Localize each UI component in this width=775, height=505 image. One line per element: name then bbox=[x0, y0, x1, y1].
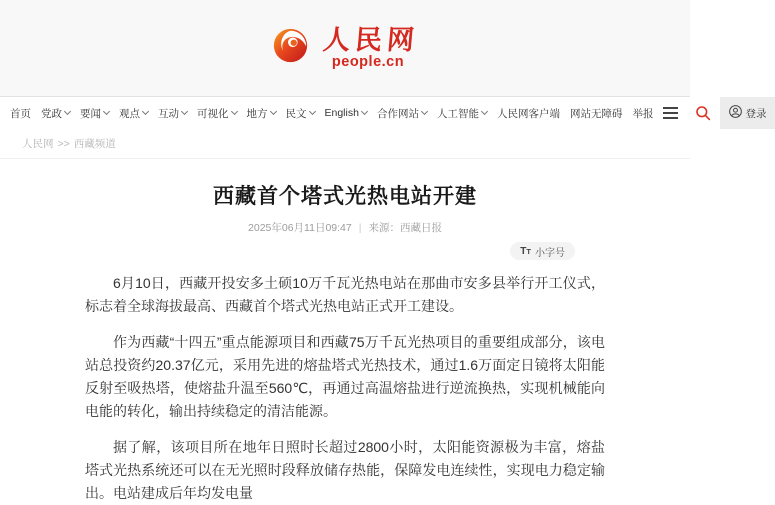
logo-en: people.cn bbox=[331, 53, 405, 70]
nav-item-label: 人工智能 bbox=[436, 107, 479, 120]
chevron-down-icon bbox=[142, 108, 149, 115]
font-size-icon: T T bbox=[520, 245, 531, 257]
nav-item-0[interactable] bbox=[8, 106, 33, 121]
search-icon[interactable] bbox=[695, 105, 711, 121]
site-header bbox=[0, 0, 690, 97]
nav-item-5[interactable] bbox=[195, 106, 239, 121]
nav-item-label: 要闻 bbox=[80, 107, 101, 120]
nav-item-label: 合作网站 bbox=[376, 107, 419, 120]
nav-item-label: 网站无障碍 bbox=[569, 107, 623, 120]
user-icon bbox=[729, 105, 742, 121]
nav-item-7[interactable] bbox=[284, 106, 317, 121]
logo-cn: 人民网 bbox=[321, 24, 420, 55]
source-link[interactable]: 西藏日报 bbox=[399, 222, 442, 235]
article bbox=[85, 183, 605, 505]
article-body bbox=[85, 272, 605, 505]
chevron-down-icon bbox=[421, 108, 428, 115]
breadcrumb-root[interactable]: 人民网 bbox=[22, 138, 54, 150]
article-meta bbox=[85, 220, 605, 235]
nav-item-3[interactable] bbox=[117, 106, 150, 121]
chevron-down-icon bbox=[308, 108, 315, 115]
site-logo[interactable] bbox=[272, 24, 420, 70]
login-label: 登录 bbox=[745, 107, 767, 120]
article-paragraph: 作为西藏“十四五”重点能源项目和西藏75万千瓦光热项目的重要组成部分，该电站总投资约20.37亿元，采用先进的熔盐塔式光热技术，通过1.6万面定日镜将太阳能反射至吸热塔，使熔盐升温至560℃，再通过高温熔盐进行逆流换热，实现机械能向电能的转化，输出持续稳定的清洁能源。 bbox=[85, 334, 605, 420]
nav-item-label: English bbox=[324, 107, 359, 119]
nav-item-10[interactable] bbox=[435, 106, 489, 121]
nav-item-13[interactable] bbox=[630, 106, 655, 121]
login-button[interactable] bbox=[720, 97, 775, 129]
nav-item-11[interactable] bbox=[495, 106, 562, 121]
font-size-label: 小字号 bbox=[535, 247, 565, 259]
nav-item-label: 可视化 bbox=[197, 107, 229, 120]
nav-item-label: 举报 bbox=[632, 107, 654, 120]
nav-item-2[interactable] bbox=[78, 106, 111, 121]
source-label: 来源： bbox=[368, 222, 400, 235]
nav-item-4[interactable] bbox=[156, 106, 189, 121]
article-paragraph: 6月10日，西藏开投安多土硕10万千瓦光热电站在那曲市安多县举行开工仪式，标志着全球海拔最高、西藏首个塔式光热电站正式开工建设。 bbox=[85, 275, 605, 315]
nav-item-label: 人民网客户端 bbox=[496, 107, 560, 120]
article-paragraph: 据了解，该项目所在地年日照时长超过2800小时，太阳能资源极为丰富，熔盐塔式光热系统还可以在无光照时段释放储存热能，保障发电连续性，实现电力稳定输出。电站建成后年均发电量 bbox=[85, 439, 605, 502]
nav-item-label: 观点 bbox=[119, 107, 140, 120]
nav-item-label: 党政 bbox=[41, 107, 62, 120]
breadcrumb-current[interactable]: 西藏频道 bbox=[73, 138, 116, 150]
nav-item-label: 首页 bbox=[10, 107, 31, 120]
nav-right bbox=[655, 97, 775, 129]
nav-item-9[interactable] bbox=[375, 106, 429, 121]
chevron-down-icon bbox=[103, 108, 110, 115]
nav-item-label: 互动 bbox=[158, 107, 179, 120]
main-nav bbox=[0, 97, 767, 129]
chevron-down-icon bbox=[361, 108, 368, 115]
meta-separator: | bbox=[358, 222, 362, 235]
people-swirl-logo-icon bbox=[272, 27, 309, 69]
nav-items bbox=[8, 106, 655, 121]
article-toolbar bbox=[85, 242, 605, 260]
breadcrumb-separator: >> bbox=[57, 137, 70, 150]
nav-item-1[interactable] bbox=[39, 106, 72, 121]
nav-item-label: 民文 bbox=[285, 107, 307, 120]
nav-item-6[interactable] bbox=[245, 106, 278, 121]
chevron-down-icon bbox=[64, 108, 71, 115]
chevron-down-icon bbox=[230, 108, 237, 115]
nav-item-label: 地方 bbox=[246, 107, 268, 120]
chevron-down-icon bbox=[481, 108, 488, 115]
logo-text bbox=[318, 24, 420, 70]
article-date: 2025年06月11日09:47 bbox=[248, 222, 352, 235]
nav-item-8[interactable] bbox=[323, 107, 369, 119]
menu-icon[interactable] bbox=[663, 107, 678, 119]
font-size-button[interactable] bbox=[510, 242, 575, 260]
chevron-down-icon bbox=[269, 108, 276, 115]
article-title: 西藏首个塔式光热电站开建 bbox=[213, 185, 477, 208]
nav-item-12[interactable] bbox=[568, 106, 625, 121]
chevron-down-icon bbox=[181, 108, 188, 115]
breadcrumb bbox=[0, 129, 690, 159]
